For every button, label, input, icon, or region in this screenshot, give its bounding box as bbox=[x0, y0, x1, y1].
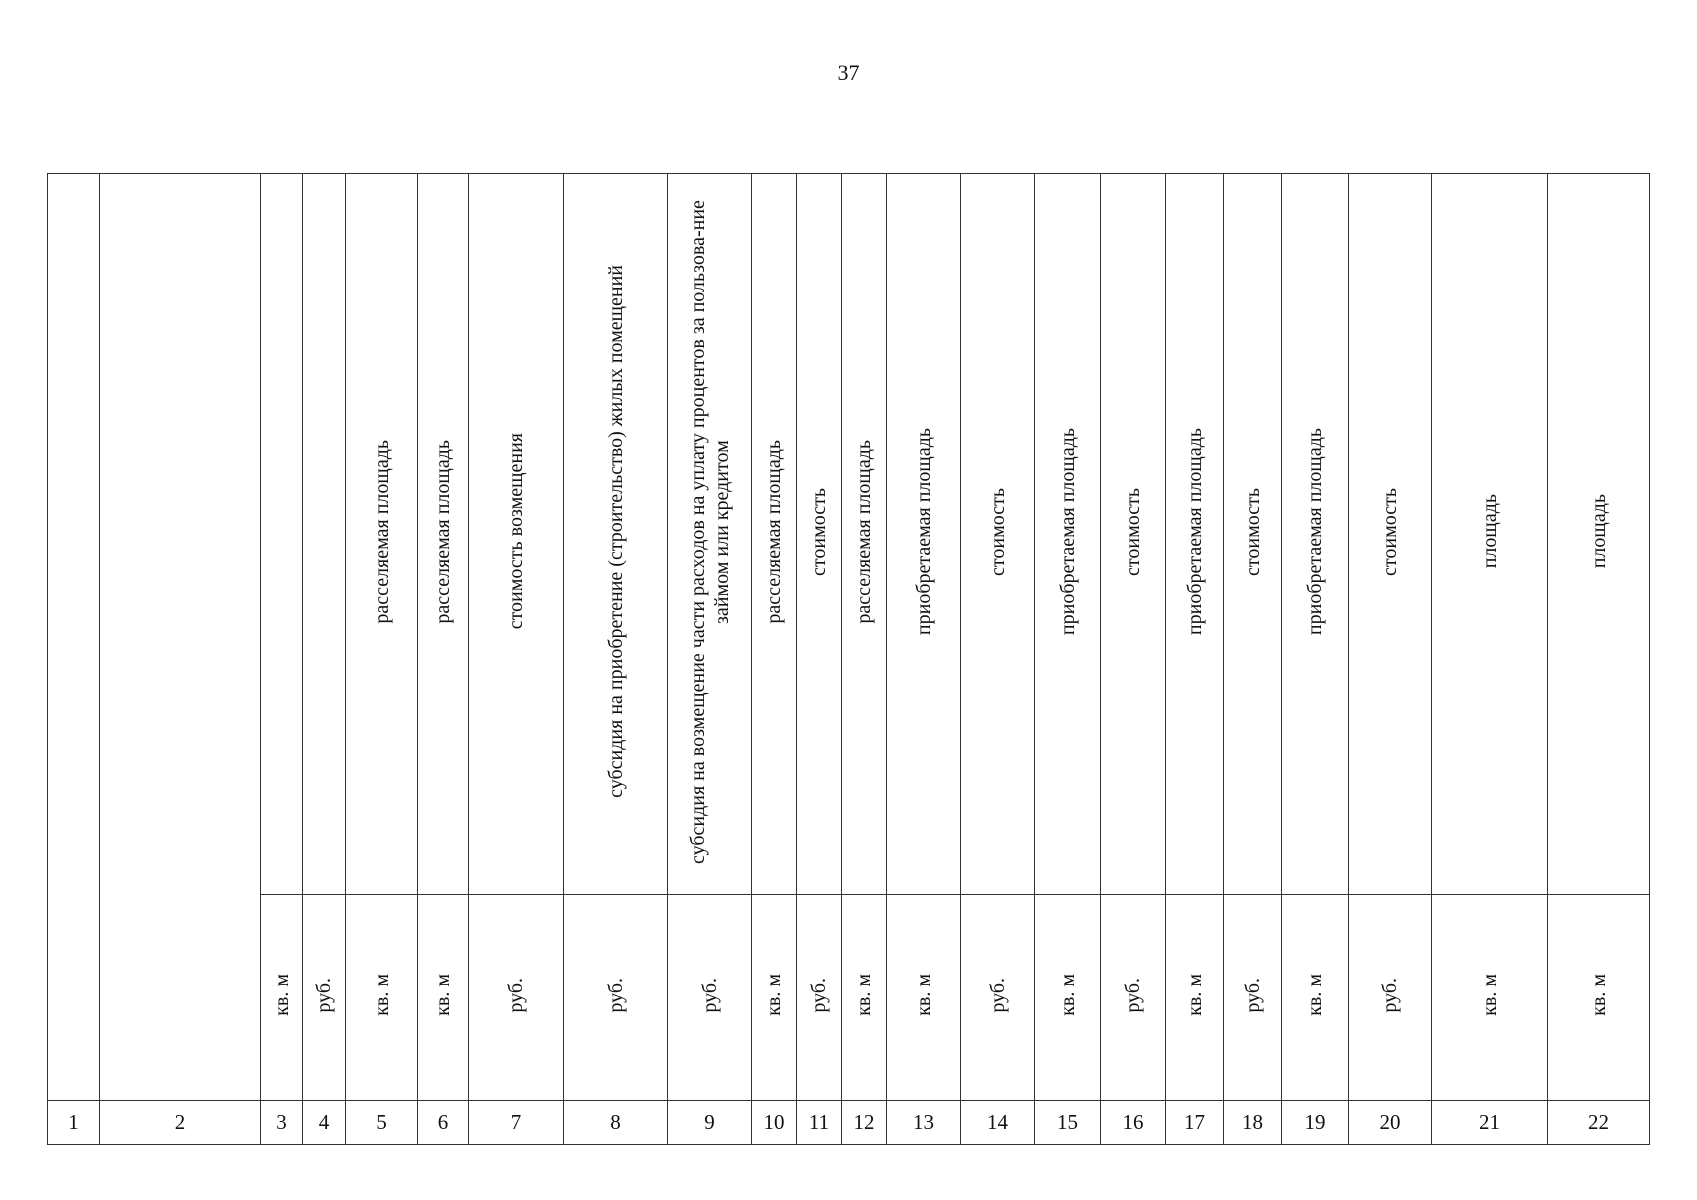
header-label-cell: площадь bbox=[1432, 174, 1548, 895]
column-number-cell: 19 bbox=[1282, 1101, 1349, 1145]
header-label-cell: субсидия на возмещение части расходов на уплату процентов за пользова-ние займом или кредитом bbox=[668, 174, 752, 895]
header-label-cell: приобретаемая площадь bbox=[887, 174, 961, 895]
header-label-cell: приобретаемая площадь bbox=[1282, 174, 1349, 895]
unit-cell: кв. м bbox=[346, 895, 418, 1101]
header-label-cell: расселяемая площадь bbox=[842, 174, 887, 895]
column-number-cell: 6 bbox=[418, 1101, 469, 1145]
header-label-cell: стоимость возмещения bbox=[469, 174, 564, 895]
header-unit-row bbox=[48, 895, 1650, 1101]
column-number-cell: 15 bbox=[1035, 1101, 1101, 1145]
column-number-cell: 8 bbox=[564, 1101, 668, 1145]
column-number-cell: 21 bbox=[1432, 1101, 1548, 1145]
unit-cell: руб. bbox=[961, 895, 1035, 1101]
unit-cell: руб. bbox=[797, 895, 842, 1101]
column-number-cell: 9 bbox=[668, 1101, 752, 1145]
header-label-cell: стоимость bbox=[1101, 174, 1166, 895]
column-number-cell: 22 bbox=[1548, 1101, 1650, 1145]
column-number-cell: 3 bbox=[261, 1101, 303, 1145]
column-number-cell: 12 bbox=[842, 1101, 887, 1145]
column-number-cell: 4 bbox=[303, 1101, 346, 1145]
unit-cell: руб. bbox=[303, 895, 346, 1101]
unit-cell: кв. м bbox=[1548, 895, 1650, 1101]
unit-cell: кв. м bbox=[1282, 895, 1349, 1101]
unit-cell: руб. bbox=[469, 895, 564, 1101]
header-label-cell bbox=[261, 174, 303, 895]
column-number-cell: 5 bbox=[346, 1101, 418, 1145]
column-number-cell: 7 bbox=[469, 1101, 564, 1145]
unit-cell: кв. м bbox=[842, 895, 887, 1101]
unit-cell: кв. м bbox=[1166, 895, 1224, 1101]
header-label-cell: расселяемая площадь bbox=[752, 174, 797, 895]
unit-cell: кв. м bbox=[752, 895, 797, 1101]
unit-cell: кв. м bbox=[261, 895, 303, 1101]
page-number: 37 bbox=[837, 60, 860, 85]
unit-cell: кв. м bbox=[418, 895, 469, 1101]
header-label-cell: стоимость bbox=[797, 174, 842, 895]
header-label-row bbox=[48, 174, 1650, 895]
header-label-cell bbox=[48, 174, 100, 895]
unit-cell: кв. м bbox=[887, 895, 961, 1101]
column-number-cell: 18 bbox=[1224, 1101, 1282, 1145]
header-label-cell: стоимость bbox=[1224, 174, 1282, 895]
header-label-cell: площадь bbox=[1548, 174, 1650, 895]
column-number-cell: 2 bbox=[100, 1101, 261, 1145]
column-number-cell: 11 bbox=[797, 1101, 842, 1145]
unit-cell: кв. м bbox=[1432, 895, 1548, 1101]
header-label-cell: стоимость bbox=[961, 174, 1035, 895]
unit-cell: руб. bbox=[1224, 895, 1282, 1101]
column-number-cell: 13 bbox=[887, 1101, 961, 1145]
header-label-cell: расселяемая площадь bbox=[346, 174, 418, 895]
unit-cell: кв. м bbox=[1035, 895, 1101, 1101]
unit-cell: руб. bbox=[564, 895, 668, 1101]
header-label-cell: субсидия на приобретение (строительство) жилых помещений bbox=[564, 174, 668, 895]
column-number-cell: 20 bbox=[1349, 1101, 1432, 1145]
unit-cell: руб. bbox=[668, 895, 752, 1101]
column-number-cell: 1 bbox=[48, 1101, 100, 1145]
header-label-cell: стоимость bbox=[1349, 174, 1432, 895]
column-number-row bbox=[48, 1101, 1650, 1145]
header-label-cell bbox=[100, 174, 261, 895]
column-number-cell: 10 bbox=[752, 1101, 797, 1145]
header-label-cell: приобретаемая площадь bbox=[1035, 174, 1101, 895]
header-label-cell bbox=[303, 174, 346, 895]
column-number-cell: 17 bbox=[1166, 1101, 1224, 1145]
column-number-cell: 14 bbox=[961, 1101, 1035, 1145]
unit-cell bbox=[48, 895, 100, 1101]
header-label-cell: приобретаемая площадь bbox=[1166, 174, 1224, 895]
header-label-cell: расселяемая площадь bbox=[418, 174, 469, 895]
unit-cell: руб. bbox=[1101, 895, 1166, 1101]
unit-cell: руб. bbox=[1349, 895, 1432, 1101]
column-number-cell: 16 bbox=[1101, 1101, 1166, 1145]
unit-cell bbox=[100, 895, 261, 1101]
document-table bbox=[47, 173, 1650, 1145]
